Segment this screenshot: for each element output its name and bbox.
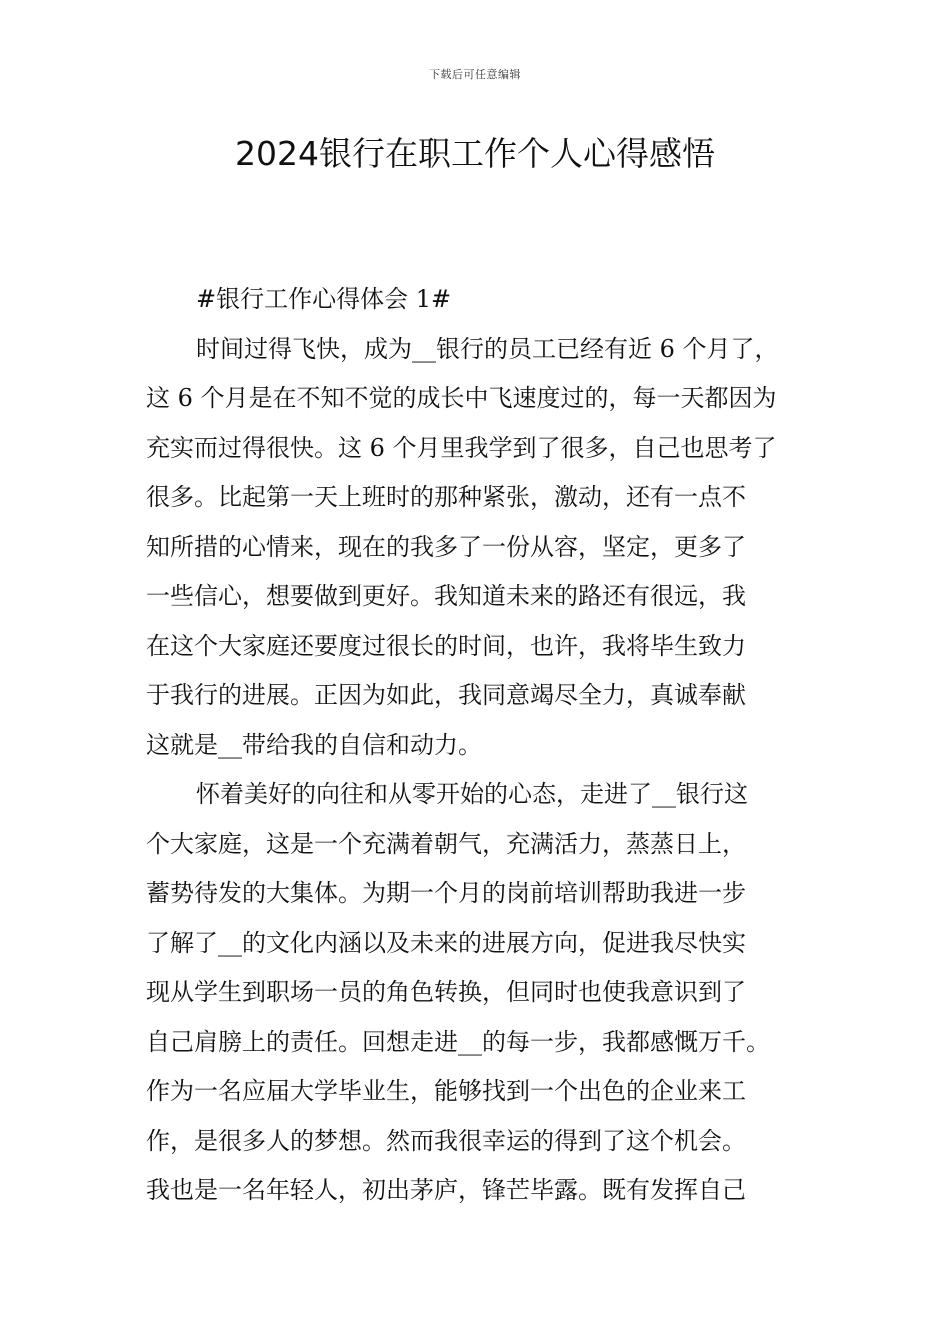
paragraph-line: 作，是很多人的梦想。然而我很幸运的得到了这个机会。	[146, 1126, 746, 1155]
paragraph-line: 时间过得飞快，成为__银行的员工已经有近 6 个月了，	[196, 334, 779, 363]
paragraph-line: 一些信心，想要做到更好。我知道未来的路还有很远，我	[146, 582, 746, 610]
section-heading: #银行工作心得体会 1#	[196, 285, 452, 313]
paragraph-line: 自己肩膀上的责任。回想走进__的每一步，我都感慨万千。	[146, 1027, 770, 1056]
paragraph-line: 这就是__带给我的自信和动力。	[146, 730, 482, 759]
paragraph-line: 这 6 个月是在不知不觉的成长中飞速度过的，每一天都因为	[146, 384, 777, 412]
paragraph-line: 很多。比起第一天上班时的那种紧张，激动，还有一点不	[146, 483, 746, 511]
paragraph-line: 怀着美好的向往和从零开始的心态，走进了__银行这	[196, 780, 748, 808]
paragraph-line: 了解了__的文化内涵以及未来的进展方向，促进我尽快实	[146, 928, 746, 957]
paragraph-2	[146, 770, 814, 1216]
paragraph-line: 在这个大家庭还要度过很长的时间，也许，我将毕生致力	[146, 631, 746, 660]
paragraph-line: 蓄势待发的大集体。为期一个月的岗前培训帮助我进一步	[146, 879, 746, 907]
paragraph-line: 作为一名应届大学毕业生，能够找到一个出色的企业来工	[146, 1077, 746, 1105]
document-title: 2024银行在职工作个人心得感悟	[235, 134, 715, 173]
document-body	[146, 275, 814, 1216]
paragraph-1	[146, 325, 814, 771]
paragraph-line: 知所措的心情来，现在的我多了一份从容，坚定，更多了	[146, 532, 746, 561]
paragraph-line: 我也是一名年轻人，初出茅庐，锋芒毕露。既有发挥自己	[146, 1176, 746, 1204]
header-note: 下载后可任意编辑	[429, 68, 521, 81]
paragraph-line: 现从学生到职场一员的角色转换，但同时也使我意识到了	[146, 978, 746, 1006]
paragraph-line: 充实而过得很快。这 6 个月里我学到了很多，自己也思考了	[146, 433, 777, 462]
paragraph-line: 于我行的进展。正因为如此，我同意竭尽全力，真诚奉献	[146, 681, 746, 709]
paragraph-line: 个大家庭，这是一个充满着朝气，充满活力，蒸蒸日上，	[146, 829, 746, 858]
